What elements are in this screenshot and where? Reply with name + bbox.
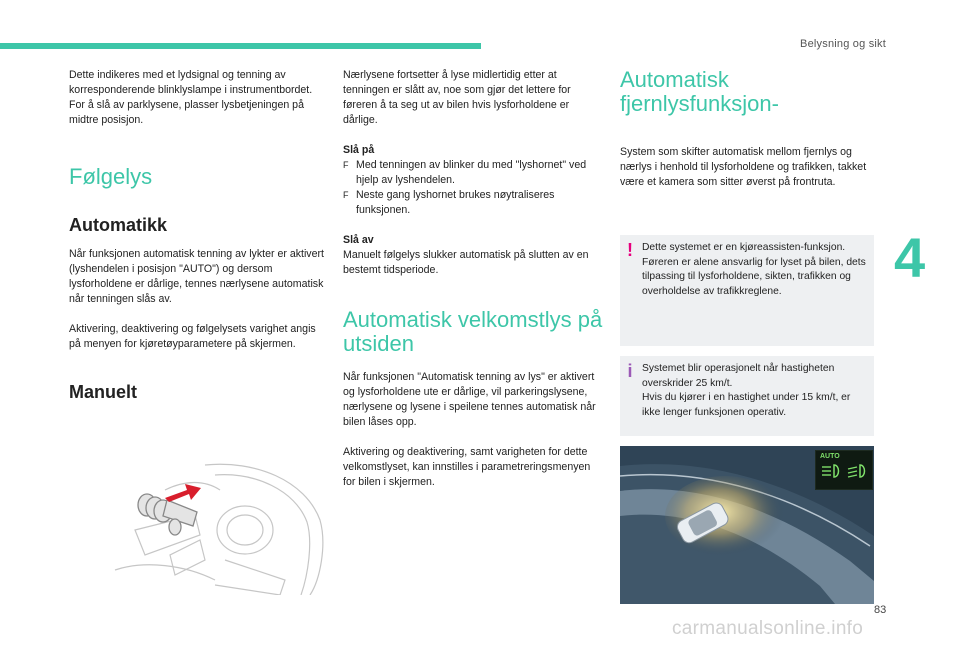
bullet-text: Med tenningen av blinker du med "lyshornet" ved hjelp av lyshendelen. [356,159,587,186]
bullet-item [343,188,605,218]
subheading-sla-pa: Slå på [343,144,375,156]
middle-intro: Nærlysene fortsetter å lyse midlertidig etter at tenningen er slått av, noe som gjør det lettere for føreren å ta seg ut av bilen hvis lysforholdene er dårlige. [343,69,571,126]
light-stalk-illustration [105,460,330,595]
info-text: Systemet blir operasjonelt når hastigheten overskrider 25 km/t. Hvis du kjører i en hastighet under 15 km/t, er ikke lenger funksjonen operativ. [642,363,851,418]
section-title: Belysning og sikt [800,38,886,50]
warning-box [620,235,874,346]
chapter-number: 4 [894,226,926,289]
heading-fjernlys: Automatisk fjernlysfunksjon- [620,67,779,116]
bullet-text: Neste gang lyshornet brukes nøytraliseres funksjonen. [356,189,555,216]
high-beam-icon [820,463,842,479]
indicator-auto-label: AUTO [820,453,840,460]
heading-manuelt: Manuelt [69,382,138,402]
bullet-item [343,158,605,188]
velkomstlys-text: Når funksjonen "Automatisk tenning av lys" er aktivert og lysforholdene ute er dårlige, vil parkeringslysene, nærlysene og lysene i speilene tennes automatisk når bilen låses opp. [343,371,596,428]
column-middle [343,68,605,490]
heading-velkomstlys: Automatisk velkomstlys på utsiden [343,307,603,356]
intro-text: Dette indikeres med et lydsignal og tenning av korresponderende blinklyslampe i instrumentbordet. [69,69,313,96]
page-number: 83 [874,604,887,616]
intro-text-2: For å slå av parklysene, plasser lysbetjeningen på midtre posisjon. [69,99,304,126]
heading-automatikk: Automatikk [69,215,168,235]
header-accent-bar [0,43,481,49]
warning-text: Dette systemet er en kjøreassisten-funksjon. Føreren er alene ansvarlig for lyset på bilen, dets tilpassing til lysforholdene, sikten, trafikken og overholdelse av trafikkreglene. [642,242,866,297]
warning-icon: ! [627,240,633,260]
direction-arrow [165,484,201,502]
night-road-illustration [620,446,874,604]
bullet-icon: F [343,190,349,200]
heading-folgelys: Følgelys [69,164,153,189]
info-box [620,356,874,436]
column-right [620,68,874,190]
bullet-icon: F [343,160,349,170]
automatikk-text: Når funksjonen automatisk tenning av lykter er aktivert (lyshendelen i posisjon "AUTO") og dersom lysforholdene er dårlige, tennes nærlysene automatisk når tenningen slås av. [69,248,324,305]
subheading-sla-av: Slå av [343,234,374,246]
fjernlys-text: System som skifter automatisk mellom fjernlys og nærlys i henhold til lysforholdene og trafikken, takket være et kamera som sitter øverst på frontruta. [620,146,867,188]
info-icon: i [627,361,633,381]
watermark: carmanualsonline.info [672,618,864,639]
automatikk-text-2: Aktivering, deaktivering og følgelysets varighet angis på menyen for kjøretøyparametere på skjermen. [69,323,316,350]
low-beam-icon [846,463,868,479]
sla-av-text: Manuelt følgelys slukker automatisk på slutten av en bestemt tidsperiode. [343,249,589,276]
velkomstlys-text-2: Aktivering og deaktivering, samt varigheten for dette velkomstlyset, kan innstilles i parametreringsmenyen for bilen i skjermen. [343,446,591,488]
auto-high-beam-indicator [815,450,873,490]
column-left [69,68,329,402]
